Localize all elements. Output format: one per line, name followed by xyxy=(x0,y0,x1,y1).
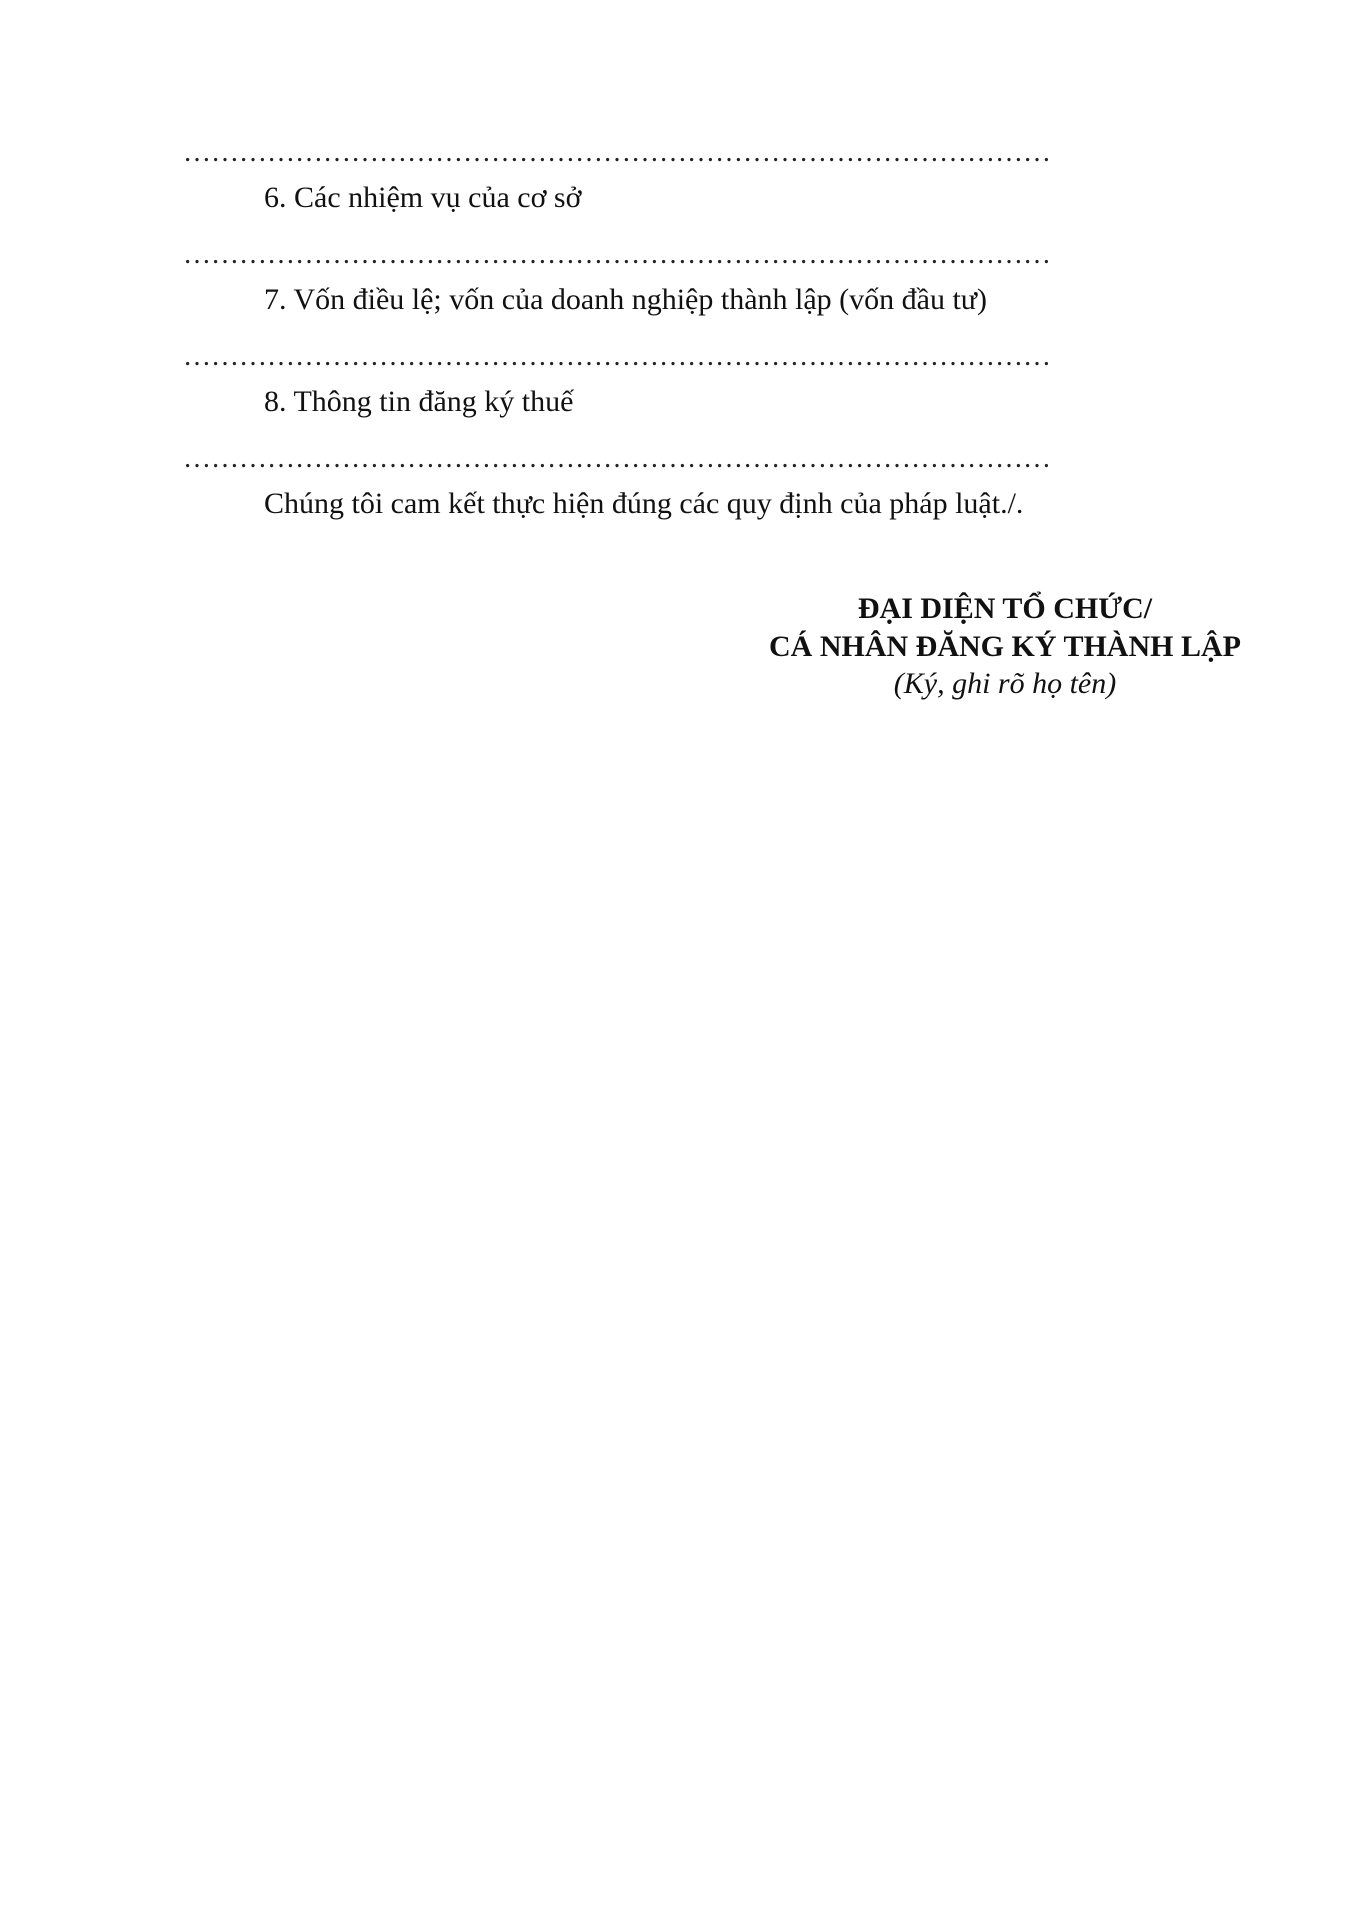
dotted-fill-line: ………………………………………………………………………………… xyxy=(183,138,1051,168)
signature-note: (Ký, ghi rõ họ tên) xyxy=(893,667,1117,700)
item-7-capital: 7. Vốn điều lệ; vốn của doanh nghiệp thành lập (vốn đầu tư) xyxy=(264,283,988,316)
dotted-fill-line: ………………………………………………………………………………… xyxy=(183,342,1051,372)
signature-title-line-2: CÁ NHÂN ĐĂNG KÝ THÀNH LẬP xyxy=(769,630,1241,663)
item-6-tasks: 6. Các nhiệm vụ của cơ sở xyxy=(264,181,582,214)
item-8-tax-registration: 8. Thông tin đăng ký thuế xyxy=(264,385,574,418)
dotted-fill-line: ………………………………………………………………………………… xyxy=(183,444,1051,474)
signature-title-line-1: ĐẠI DIỆN TỔ CHỨC/ xyxy=(857,592,1153,625)
signature-block xyxy=(700,590,1310,702)
commitment-statement: Chúng tôi cam kết thực hiện đúng các quy định của pháp luật./. xyxy=(264,487,1024,520)
dotted-fill-line: ………………………………………………………………………………… xyxy=(183,240,1051,270)
